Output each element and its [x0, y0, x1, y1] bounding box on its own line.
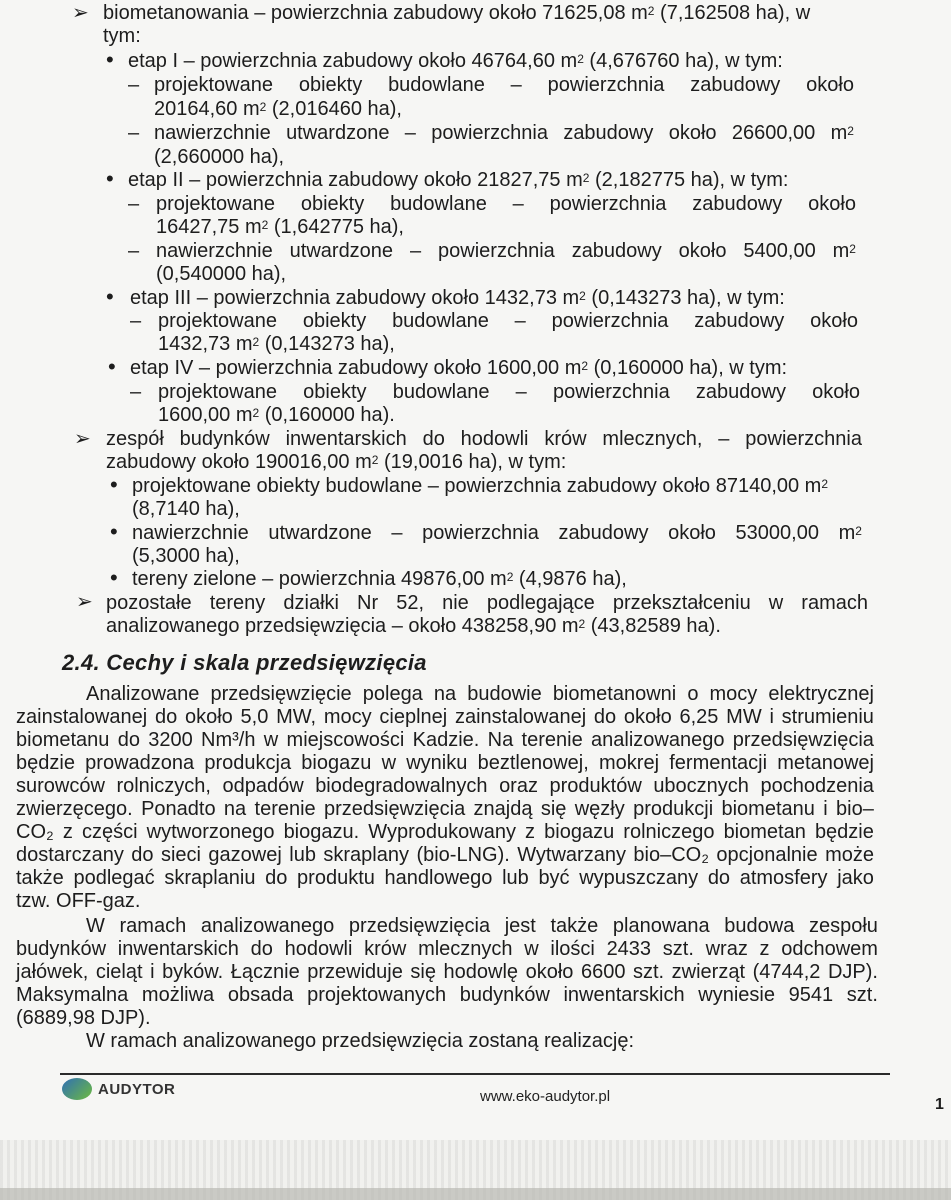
word: obiekty	[298, 74, 363, 96]
word: pozostałe	[106, 592, 192, 614]
word: zabudowy	[690, 74, 781, 96]
word: podlegające	[486, 592, 595, 614]
bullet-icon: •	[106, 284, 114, 309]
section-heading: 2.4. Cechy i skala przedsięwzięcia	[62, 650, 427, 675]
footer-url: www.eko-audytor.pl	[480, 1088, 611, 1105]
bullet-icon: •	[108, 354, 116, 379]
paragraph-line: także podlegać skraplaniu do produktu handlowego lub być wypuszczany do atmosfery jako	[16, 867, 874, 889]
paragraph-line: będzie prowadzona produkcja biogazu w wyniku beztlenowej, mokrej fermentacji metanowej	[16, 752, 874, 774]
word: powierzchnia	[549, 193, 667, 215]
list-line: biometanowania – powierzchnia zabudowy około 71625,08 $m^2$ (7,162508 ha), w	[103, 2, 811, 24]
word: –	[404, 122, 416, 144]
word: krów	[544, 428, 587, 450]
word: około	[808, 193, 856, 215]
list-line: (0,540000 ha),	[156, 263, 287, 285]
word: $m^2$	[830, 122, 854, 144]
dash-icon: –	[130, 310, 142, 332]
list-line	[156, 193, 856, 215]
list-line	[154, 122, 854, 144]
list-line: tereny zielone – powierzchnia 49876,00 $m^2$ (4,9876 ha),	[132, 568, 627, 590]
word: 5400,00	[743, 240, 816, 262]
paragraph-3: W ramach analizowanego przedsięwzięcia zostaną realizację:	[86, 1030, 635, 1052]
word: nawierzchnie	[154, 122, 271, 144]
list-line	[158, 381, 860, 403]
word: budowlane	[392, 310, 489, 332]
word: powierzchnia	[547, 74, 665, 96]
bullet-icon: •	[110, 472, 118, 497]
word: 53000,00	[735, 522, 819, 544]
dash-icon: –	[130, 381, 142, 403]
word: zabudowy	[563, 122, 654, 144]
word: około	[668, 522, 716, 544]
list-line: zabudowy około 190016,00 $m^2$ (19,0016 ha), w tym:	[106, 451, 567, 473]
paragraph-line: tzw. OFF-gaz.	[16, 890, 141, 912]
list-line: etap I – powierzchnia zabudowy około 46764,60 $m^2$ (4,676760 ha), w tym:	[128, 50, 783, 72]
word: –	[409, 240, 422, 262]
word: utwardzone	[289, 240, 394, 262]
word: zabudowy	[694, 310, 785, 332]
list-line	[154, 74, 854, 96]
word: do	[422, 428, 445, 450]
word: utwardzone	[286, 122, 390, 144]
word: obiekty	[303, 381, 367, 403]
word: ramach	[801, 592, 868, 614]
word: 26600,00	[731, 122, 816, 144]
word: budowlane	[390, 193, 487, 215]
word: –	[718, 428, 730, 450]
word: obiekty	[300, 193, 365, 215]
word: budynków	[179, 428, 270, 450]
word: projektowane	[156, 193, 275, 215]
list-line: (2,660000 ha),	[154, 146, 285, 168]
word: około	[812, 381, 860, 403]
arrow-bullet-icon: ➢	[72, 2, 89, 24]
list-line: (5,3000 ha),	[132, 545, 240, 567]
word: mlecznych,	[602, 428, 703, 450]
word: nawierzchnie	[156, 240, 273, 262]
word: budowlane	[388, 74, 485, 96]
word: zabudowy	[571, 240, 662, 262]
company-logo	[62, 1078, 175, 1100]
list-line: 20164,60 $m^2$ (2,016460 ha),	[154, 98, 402, 120]
word: zabudowy	[692, 193, 783, 215]
bullet-icon: •	[106, 47, 114, 72]
word: –	[510, 74, 522, 96]
word: w	[768, 592, 784, 614]
list-line: 1432,73 $m^2$ (0,143273 ha),	[158, 333, 395, 355]
footer-divider	[60, 1073, 890, 1075]
paragraph-line: W ramach analizowanego przedsięwzięcia jest także planowana budowa zespołu	[86, 915, 878, 937]
word: powierzchnia	[431, 122, 548, 144]
dash-icon: –	[128, 240, 140, 262]
word: około	[806, 74, 854, 96]
word: zespół	[106, 428, 164, 450]
paragraph-line: biometanu do 3200 Nm³/h w miejscowości Kadzie. Na terenie analizowanego przedsięwzięcia	[16, 729, 874, 751]
word: inwentarskich	[285, 428, 407, 450]
word: –	[515, 381, 527, 403]
word: –	[512, 193, 524, 215]
paragraph-line: zwierzęcego. Ponadto na terenie przedsięwzięcia znajdą się węzły produkcji biometanu i bio–	[16, 798, 874, 820]
scan-edge	[0, 1188, 951, 1200]
arrow-bullet-icon: ➢	[74, 428, 91, 450]
list-line	[106, 592, 868, 614]
word: powierzchnia	[422, 522, 539, 544]
list-line: analizowanego przedsięwzięcia – około 438258,90 $m^2$ (43,82589 ha).	[106, 615, 721, 637]
word: powierzchnia	[552, 381, 670, 403]
list-line	[132, 522, 862, 544]
word: powierzchnia	[745, 428, 862, 450]
word: tereny	[209, 592, 266, 614]
logo-globe-icon	[62, 1078, 92, 1100]
list-line: etap IV – powierzchnia zabudowy około 1600,00 $m^2$ (0,160000 ha), w tym:	[130, 357, 788, 379]
bullet-icon: •	[106, 166, 114, 191]
word: zabudowy	[695, 381, 786, 403]
word: projektowane	[158, 381, 277, 403]
word: Nr	[357, 592, 379, 614]
list-line	[158, 310, 858, 332]
paragraph-line: CO₂ z części wytworzonego biogazu. Wyprodukowany z biogazu rolniczego biometan będzie	[16, 821, 874, 843]
word: powierzchnia	[438, 240, 555, 262]
word: około	[678, 240, 727, 262]
bullet-icon: •	[110, 565, 118, 590]
word: –	[514, 310, 526, 332]
word: powierzchnia	[551, 310, 669, 332]
word: $m^2$	[838, 522, 862, 544]
word: projektowane	[158, 310, 277, 332]
list-line: tym:	[103, 25, 141, 47]
word: –	[391, 522, 403, 544]
bullet-icon: •	[110, 519, 118, 544]
word: budowlane	[392, 381, 490, 403]
word: 52,	[396, 592, 425, 614]
paragraph-line: zainstalowanej do około 5,0 MW, mocy cieplnej zainstalowanej do około 6,25 MW i strumieniu	[16, 706, 874, 728]
word: $m^2$	[832, 240, 856, 262]
word: hodowli	[460, 428, 529, 450]
list-line	[156, 240, 856, 262]
list-line: etap III – powierzchnia zabudowy około 1432,73 $m^2$ (0,143273 ha), w tym:	[130, 287, 785, 309]
paragraph-line: dostarczany do sieci gazowej lub skraplany (bio-LNG). Wytwarzany bio–CO₂ opcjonalnie może	[16, 844, 874, 866]
arrow-bullet-icon: ➢	[76, 591, 93, 613]
paragraph-line: Analizowane przedsięwzięcie polega na budowie biometanowni o mocy elektrycznej	[86, 683, 874, 705]
list-line: projektowane obiekty budowlane – powierzchnia zabudowy około 87140,00 $m^2$	[132, 475, 829, 497]
page-number: 1	[935, 1096, 944, 1113]
word: działki	[283, 592, 339, 614]
paragraph-line: jałówek, cieląt i byków. Łącznie przewiduje się hodowlę około 6600 szt. zwierząt (4744,2 DJP).	[16, 961, 878, 983]
word: zabudowy	[558, 522, 649, 544]
paragraph-line: (6889,98 DJP).	[16, 1007, 151, 1029]
dash-icon: –	[128, 74, 140, 96]
list-line: 16427,75 $m^2$ (1,642775 ha),	[156, 216, 404, 238]
word: nawierzchnie	[132, 522, 249, 544]
word: obiekty	[302, 310, 367, 332]
dash-icon: –	[128, 193, 140, 215]
word: utwardzone	[268, 522, 372, 544]
word: około	[668, 122, 717, 144]
paragraph-line: surowców rolniczych, odpadów biodegradowalnych oraz produktów ubocznych pochodzenia	[16, 775, 874, 797]
dash-icon: –	[128, 122, 140, 144]
list-line: etap II – powierzchnia zabudowy około 21827,75 $m^2$ (2,182775 ha), w tym:	[128, 169, 789, 191]
list-line: 1600,00 $m^2$ (0,160000 ha).	[158, 404, 395, 426]
list-line	[106, 428, 862, 450]
word: około	[810, 310, 858, 332]
paragraph-line: Maksymalna możliwa obsada projektowanych budynków inwentarskich wyniesie 9541 szt.	[16, 984, 878, 1006]
word: nie	[442, 592, 469, 614]
logo-text: AUDYTOR	[98, 1080, 176, 1098]
list-line: (8,7140 ha),	[132, 498, 240, 520]
paragraph-line: budynków inwentarskich do hodowli krów mlecznych w ilości 2433 szt. wraz z odchowem	[16, 938, 878, 960]
word: projektowane	[154, 74, 273, 96]
word: przekształceniu	[612, 592, 751, 614]
